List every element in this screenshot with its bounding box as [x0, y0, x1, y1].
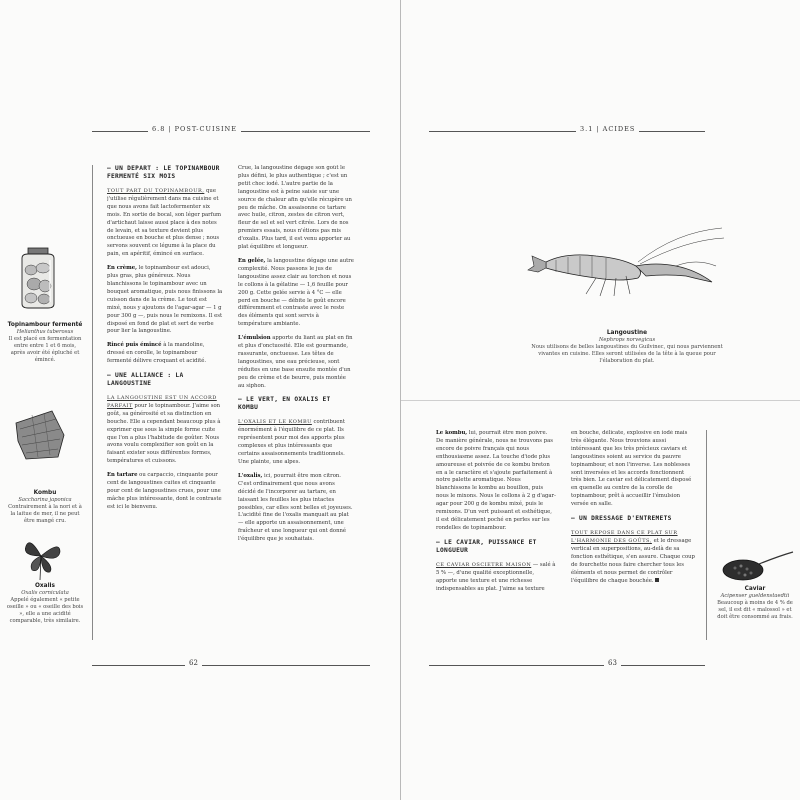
- caption-text: Contrairement à la nori et à la laitue de mer, il ne peut être mangé cru.: [8, 504, 82, 524]
- column-rule: [92, 165, 93, 640]
- right-column-1: [436, 430, 556, 642]
- paragraph: en bouche, délicate, explosive en iodé mais très élégante. Nous trouvions aussi intéressant que les très précieux caviars et langoustines soient au service du pauvre topinambour, et non l'inverse. Les noblesses sont inversées et les accords fonctionnent très bien. Le caviar est délicatement disposé en quenelle au centre de la corolle de topinambour, prêt à accueillir l'émulsion versée en salle.: [571, 430, 692, 508]
- caption-text: Il est placé en fermentation entre entre 1 et 6 mois, après avoir été épluché et émincé.: [8, 336, 82, 363]
- caption-name: Topinambour fermenté: [7, 322, 83, 328]
- caption-text: Nous utilisons de belles langoustines du Guilvinec, qui nous parviennent vivantes en cuisine. Elles seront utilisées de la tête à la queue pour l'élaboration du plat.: [531, 344, 723, 364]
- langoustine-illustration: [526, 222, 726, 304]
- end-mark-icon: [655, 578, 659, 582]
- caption-oxalis: [6, 583, 84, 625]
- paragraph: TOUT PART DU TOPINAMBOUR, que j'utilise régulièrement dans ma cuisine et que nous avons fait lactofermenter six mois. En sortie de bocal, son léger parfum d'artichaut laisse aussi place à des notes de levain, et sa texture devient plus onctueuse en bouche et plus dense ; nous servons souvent ce légume à la place du pain, en apéritif, émincé en surface.: [107, 188, 222, 258]
- caption-name: Caviar: [744, 586, 766, 592]
- paragraph: Le kombu, lui, pourrait être mon poivre. De manière générale, nous ne trouvons pas encore de poivre français qui nous enthousiasme assez. La touche d'iode plus amoureuse et poivrée de ce kombu breton en a le caractère et s'ajoute parfaitement à notre palette aromatique. Nous blanchissons le kombu au bouillon, puis nous le mixons. Nous le collons à 2 g d'agar-agar pour 200 g de kombu mixé, puis le remixons. D'un vert puissant et esthétique, il est délicatement poché en perles sur les rondelles de topinambour.: [436, 430, 556, 531]
- caption-topinambour: [6, 322, 84, 364]
- right-page: [401, 0, 800, 800]
- fermentation-jar-illustration: [16, 246, 60, 310]
- caption-text: Appelé également « petite oseille » ou « oseille des bois », elle a une acidité comparable, très similaire.: [6, 597, 84, 624]
- section-heading: — UN DÉPART : LE TOPINAMBOUR FERMENTÉ SIX MOIS: [107, 165, 220, 180]
- footer-rule: [429, 665, 705, 666]
- page-number: 62: [185, 659, 202, 667]
- paragraph: LA LANGOUSTINE EST UN ACCORD PARFAIT pour le topinambour. J'aime son goût, sa générosité et sa distinction en bouche. Elle a cependant beaucoup plus à exprimer que sous la simple forme cuite que l'on a plus l'habitude de goûter. Nous avons voulu complexifier son goût en la faisant exister sous différentes formes, températures et cuissons.: [107, 395, 221, 465]
- caption-scientific-name: Acipenser gueldenstaedtii: [720, 593, 790, 599]
- paragraph: L'émulsion apporte du liant au plat en fin et plus d'onctuosité. Elle est gourmande, rassurante, onctueuse. Les têtes de langoustines, une eau précieuse, sont réduites en une base ensuite montée d'un peu de crème et de beurre, puis montée au siphon.: [238, 335, 353, 389]
- caption-langoustine: [529, 330, 725, 365]
- paragraph: TOUT REPOSE DANS CE PLAT SUR L'HARMONIE DES GOÛTS, et le dressage vertical en superpositions, au-delà de sa fonction esthétique, s'en assure. Chaque coup de fourchette nous faire chercher tous les éléments et nous permet de contrôler l'équilibre de chaque bouchée.: [571, 530, 695, 584]
- section-heading: — LE VERT, EN OXALIS ET KOMBU: [238, 396, 331, 412]
- page-number: 63: [604, 659, 621, 667]
- paragraph: En crème, le topinambour est adouci, plus gras, plus généreux. Nous blanchissons le topinambour avec un bouquet aromatique, puis nous finissons la cuisson dans de la crème. Le tout est mixé, nous y ajoutons de l'agar-agar — 1 g pour 300 g —, puis nous le remixons. Il est disposé en fond de plat et sert de verbe pour lier la langoustine.: [107, 265, 223, 335]
- caption-scientific-name: Helianthus tuberosus: [16, 329, 74, 335]
- caption-scientific-name: Oxalis corniculata: [21, 590, 69, 596]
- paragraph: L'OXALIS ET LE KOMBU contribuent énormément à l'équilibre de ce plat. Ils représentent pour moi des apports plus complexes et plus intéressants que certains assaisonnements traditionnels. Une plainte, une alpes.: [238, 419, 345, 465]
- header-rule: [429, 131, 705, 132]
- paragraph: Crue, la langoustine dégage son goût le plus défini, le plus authentique ; c'est un petit choc iodé. L'autre partie de la langoustine est à peine saisie sur une source de chaleur afin qu'elle récupère un peu de mâche. On assaisonne ce tartare avec huile, citron, zestes de citron vert, fleur de sel et sel vert citrée. Lors de nos premiers essais, nous n'étions pas mis d'oxalis. Plus tard, il est venu apporter au plat équilibre et longueur.: [238, 165, 352, 251]
- paragraph: CE CAVIAR OSCIETRE MAISON — salé à 5 % —, d'une qualité exceptionnelle, apporte une texture et une richesse indispensables au plat. J'aime sa texture: [436, 561, 556, 592]
- oxalis-illustration: [16, 532, 66, 582]
- section-heading: — UN DRESSAGE D'ENTREMETS: [571, 515, 672, 523]
- paragraph: Rincé puis émincé à la mandoline, dressé en corolle, le topinambour fermenté délivre croquant et acidité.: [107, 342, 207, 365]
- caption-caviar: [713, 586, 797, 621]
- left-column-2: [238, 165, 354, 643]
- column-rule: [706, 430, 707, 640]
- caption-kombu: [6, 490, 84, 525]
- right-running-header: 3.1 | ACIDES: [576, 125, 639, 133]
- page-fold-line: [401, 400, 800, 401]
- caption-name: Kombu: [33, 490, 57, 496]
- caption-scientific-name: Saccharina japonica: [18, 497, 72, 503]
- footer-rule: [92, 665, 370, 666]
- paragraph: L'oxalis, ici, pourrait être mon citron. C'est ordinairement que nous avons décidé de l'incorporer au tartare, en laissant les feuilles les plus intactes possibles, car elles sont belles et joyeuses. L'acidité fine de l'oxalis manquait au plat — elle apporte un assaisonnement, une fraîcheur et une longueur qui ont donné l'équilibre que je souhaitais.: [238, 472, 353, 543]
- caption-text: Beaucoup à moins de 4 % de sel, il est dit « malossol » et doit être consommé au frais.: [717, 600, 793, 620]
- right-column-2: [571, 430, 695, 642]
- left-column-1: [107, 165, 223, 643]
- paragraph: En tartare ou carpaccio, cinquante pour cent de langoustines cuites et cinquante pour cent de langoustines crues, pour une mâche plus intéressante, dont le contraste est ici le bienvenu.: [107, 472, 222, 510]
- paragraph: En gelée, la langoustine dégage une autre complexité. Nous passons le jus de langoustine assez clair au torchon et nous le collons à la gélatine — 1,6 feuille pour 200 g. Cette gelée servie à 4 °C — elle perd en bouche — débite le goût encore différemment et contraste avec le reste des éléments qui sont servis à température ambiante.: [238, 257, 354, 328]
- section-heading: — LE CAVIAR, PUISSANCE ET LONGUEUR: [436, 538, 537, 554]
- section-heading: — UNE ALLIANCE : LA LANGOUSTINE: [107, 372, 184, 388]
- caption-scientific-name: Nephrops norvegicus: [598, 337, 656, 343]
- caviar-spoon-illustration: [719, 548, 795, 584]
- caption-name: Langoustine: [606, 330, 648, 336]
- caption-name: Oxalis: [34, 583, 55, 589]
- left-running-header: 6.8 | POST-CUISINE: [148, 125, 241, 133]
- kombu-illustration: [12, 405, 68, 461]
